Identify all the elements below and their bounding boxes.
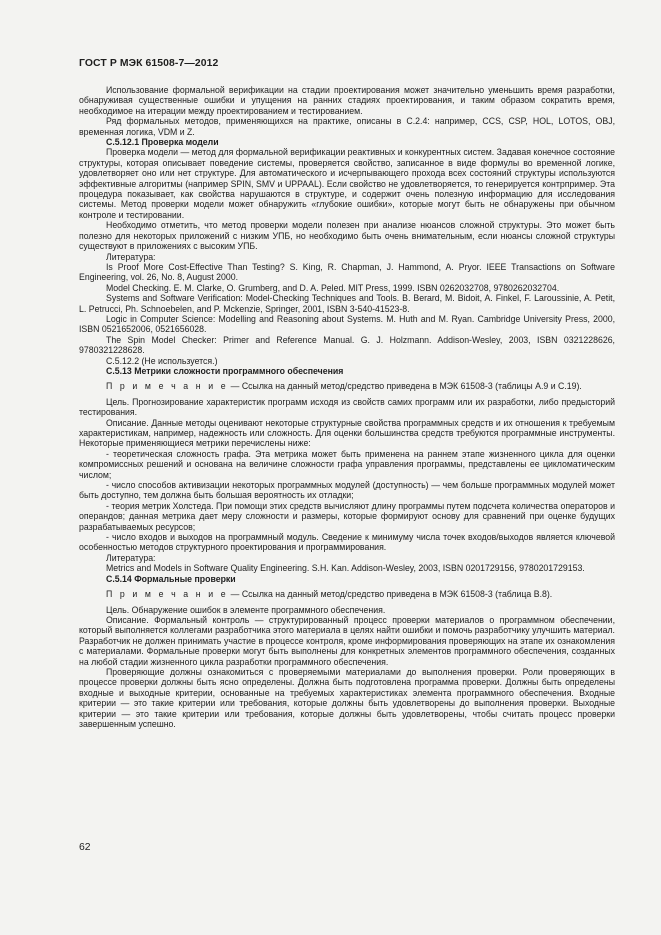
document-header: ГОСТ Р МЭК 61508-7—2012 [79, 58, 219, 69]
body-paragraph: Metrics and Models in Software Quality Engineering. S.H. Kan. Addison-Wesley, 2003, ISBN 0201729156, 9780201729153. [106, 563, 585, 574]
body-paragraph: Цель. Обнаружение ошибок в элементе программного обеспечения. [106, 604, 386, 615]
body-paragraph: Logic in Computer Science: Modelling and Reasoning about Systems. M. Huth and M. Ryan. Cambridge University Press, 2000, ISBN 0521652006, 0521656028. [79, 313, 615, 335]
section-heading: С.5.14 Формальные проверки [106, 573, 236, 584]
body-paragraph: Model Checking. E. M. Clarke, O. Grumberg, and D. A. Peled. MIT Press, 1999. ISBN 0262032708, 9780262032704. [106, 282, 560, 293]
body-paragraph: Необходимо отметить, что метод проверки модели полезен при анализе нюансов сложной структуры. Это может быть полезно для некоторых приложений с низким УПБ, но необходимо быть очень внимательным, если нюансы сложной структуры существуют в приложениях с высоким УПБ. [79, 220, 615, 252]
body-paragraph: Проверяющие должны ознакомиться с проверяемыми материалами до выполнения проверки. Роли проверяющих в процессе проверки должны быть ясно определены. Должна быть подготовлена программа проверки. Должны быть определены входные и выходные критерии, основанные на требуемых характеристиках элемента программного обеспечения. Входные критерии — это такие критерии или требования, которые должны быть удовлетворены до выполнения проверки. Выходные критерии — это такие критерии или требования, которые должны быть удовлетворены, чтобы считать процесс проверки завершенным успешно. [79, 666, 615, 729]
body-paragraph: - число способов активизации некоторых программных модулей (доступность) — чем больше программных модулей может быть доступно, тем должна быть большая вероятность их отладки; [79, 480, 615, 501]
body-paragraph: Описание. Данные методы оценивают некоторые структурные свойства программных средств и их отношения к требуемым характеристикам, например, надежность или сложность. Для оценки большинства средств требуются программные инструменты. Некоторые применяющиеся метрики перечислены ниже: [79, 417, 615, 449]
body-paragraph: Использование формальной верификации на стадии проектирования может значительно уменьшить время разработки, обнаруживая существенные ошибки и упущения на ранних стадиях проектирования, и таким образом сократить время, необходимое на итерации между проектированием и тестированием. [79, 85, 615, 116]
body-paragraph: - число входов и выходов на программный модуль. Сведение к минимуму числа точек входов/выходов является ключевой особенностью методов структурного проектирования и программирования. [79, 532, 615, 553]
body-paragraph: Литература: [106, 552, 156, 563]
note-label: П р и м е ч а н и е [106, 381, 229, 392]
section-heading: С.5.12.2 (Не используется.) [106, 355, 218, 366]
note-text: — Ссылка на данный метод/средство приведена в МЭК 61508-3 (таблицы А.9 и С.19). [228, 381, 582, 392]
document-body [79, 85, 615, 729]
body-paragraph: Systems and Software Verification: Model-Checking Techniques and Tools. B. Berard, M. Bidoit, A. Finkel, F. Laroussinie, A. Petit, L. Petrucci, Ph. Schnoebelen, and P. Mckenzie, Springer, 2001, ISBN 3-540-41523-8. [79, 293, 615, 314]
section-heading: С.5.13 Метрики сложности программного обеспечения [106, 365, 344, 376]
note-label: П р и м е ч а н и е [106, 589, 229, 600]
body-paragraph: Описание. Формальный контроль — структурированный процесс проверки материалов о программном обеспечении, который выполняется коллегами разработчика этого материала в целях найти ошибки и помочь разработчику улучшить материал. Разработчик не должен принимать участие в процессе контроля, кроме информирования проверяющих на этапе их ознакомления с материалами. Формальные проверки могут быть выполнены для конкретных элементов программного обеспечения, созданных на любой стадии жизненного цикла разработки программного обеспечения. [79, 614, 615, 667]
body-paragraph: The Spin Model Checker: Primer and Reference Manual. G. J. Holzmann. Addison-Wesley, 2003, ISBN 0321228626, 9780321228628. [79, 334, 615, 356]
body-paragraph: Is Proof More Cost-Effective Than Testing? S. King, R. Chapman, J. Hammond, A. Pryor. IEEE Transactions on Software Engineering, vol. 26, No. 8, August 2000. [79, 261, 615, 283]
page-number: 62 [79, 842, 91, 853]
note-text: — Ссылка на данный метод/средство приведена в МЭК 61508-3 (таблица В.8). [228, 589, 553, 600]
body-paragraph: Проверка модели — метод для формальной верификации реактивных и конкурентных систем. Задавая конечное состояние структуры, которая описывает поведение системы, проверяется свойство, записанное в виде формулы во временной логике, удовлетворяет оно или нет структуре. Для автоматического и исчерпывающего прохода всех состояний структуры используются эффективные алгоритмы (например SPIN, SMV и UPPAAL). Если свойство не удовлетворяется, то генерируется контрпример. Эта процедура показывает, как свойства нарушаются в структуре, и содержит очень полезную информацию для исследования системы. Метод проверки модели может обнаружить «глубокие ошибки», которые могут быть не обнаружены при обычном контроле и тестировании. [79, 147, 615, 220]
body-paragraph: Ряд формальных методов, применяющихся на практике, описаны в С.2.4: например, CCS, CSP, HOL, LOTOS, OBJ, временная логика, VDM и Z. [79, 116, 615, 137]
body-paragraph: - теория метрик Холстеда. При помощи этих средств вычисляют длину программы путем подсчета количества операторов и операндов; данная метрика дает меру сложности и размеры, которые формируют основу для сравнений при оценке будущих разрабатываемых ресурсов; [79, 500, 615, 532]
body-paragraph: Литература: [106, 251, 156, 262]
note-paragraph [79, 381, 615, 391]
section-heading: С.5.12.1 Проверка модели [106, 137, 219, 148]
body-paragraph: Цель. Прогнозирование характеристик программ исходя из свойств самих программ или их разработки, либо предысторий тестирования. [79, 396, 615, 418]
body-paragraph: - теоретическая сложность графа. Эта метрика может быть применена на раннем этапе жизненного цикла для оценки компромиссных решений и основана на величине сложности графа управления программы, представлены ее цикломатическим числом; [79, 448, 615, 480]
note-paragraph [79, 589, 615, 599]
